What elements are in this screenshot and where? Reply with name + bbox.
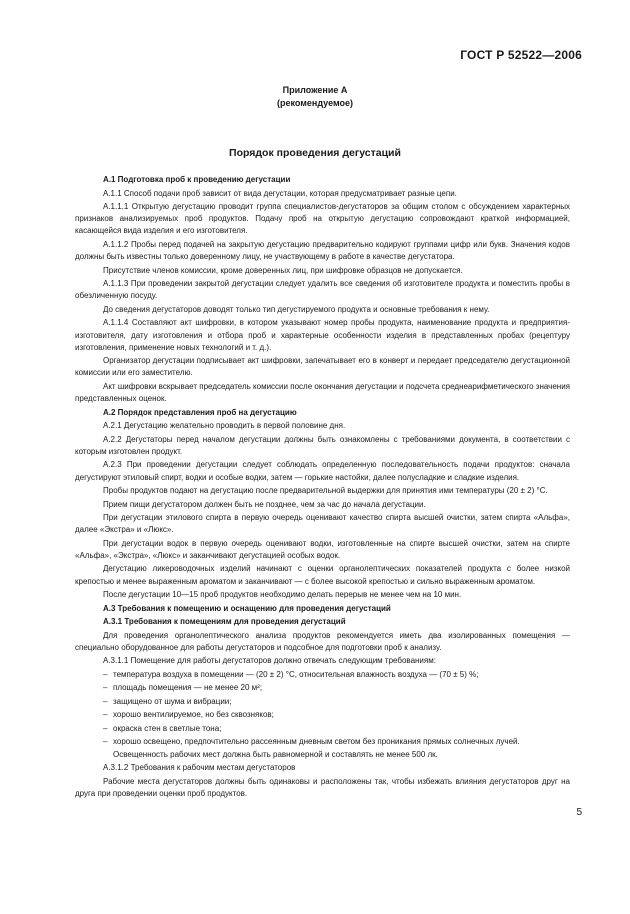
list-item: [75, 723, 570, 735]
paragraph: А.3.1.2 Требования к рабочим местам дегустаторов: [103, 763, 296, 773]
paragraph: А.1.1 Способ подачи проб зависит от вида дегустации, которая предусматривает разные цепи.: [103, 188, 457, 198]
paragraph: Для проведения органолептического анализа продуктов рекомендуется иметь два изолированных помещения — специально оборудованное для работы дегустаторов и подсобное для подготовки проб к анализу.: [75, 630, 570, 652]
list-item: [75, 736, 570, 760]
paragraph: А.3.1.1 Помещение для работы дегустаторов должно отвечать следующим требованиям:: [103, 656, 436, 666]
appendix-heading: [0, 84, 630, 110]
paragraph: Прием пищи дегустатором должен быть не позднее, чем за час до начала дегустации.: [103, 499, 426, 509]
paragraph: Дегустацию ликероводочных изделий начинают с оценки органолептических показателей продукта с более низкой крепостью и менее выраженным ароматом и заканчивают — с более высокой крепостью и сильно выраженным ароматом.: [75, 564, 570, 586]
list-dash: –: [103, 683, 108, 693]
list-item-text: площадь помещения — не менее 20 м²;: [113, 683, 263, 693]
list-item: [75, 682, 570, 694]
list-item: [75, 709, 570, 721]
section-heading: А.1 Подготовка проб к проведению дегустации: [103, 175, 291, 184]
main-title: Порядок проведения дегустаций: [229, 147, 401, 159]
list-dash: –: [103, 669, 108, 679]
page-number: 5: [576, 807, 582, 818]
list-dash: –: [103, 710, 108, 720]
section-heading: А.2 Порядок представления проб на дегустацию: [103, 407, 297, 417]
list-dash: –: [103, 696, 108, 706]
list-dash: –: [103, 737, 108, 747]
paragraph: При дегустации этилового спирта в первую очередь оценивают качество спирта высшей очистки, затем спирта «Альфа», далее «Экстра» и «Люкс».: [75, 513, 570, 535]
list-item-text: окраска стен в светлые тона;: [113, 723, 222, 733]
paragraph: Присутствие членов комиссии, кроме доверенных лиц, при шифровке образцов не допускается.: [103, 265, 463, 275]
list-dash: –: [103, 723, 108, 733]
paragraph: Рабочие места дегустаторов должны быть одинаковы и расположены так, чтобы избежать влияния дегустаторов друг на друга при проведении оценки проб продуктов.: [75, 776, 570, 798]
paragraph: Организатор дегустации подписывает акт шифровки, запечатывает его в конверт и передает председателю дегустационной комиссии или его заместителю.: [75, 356, 570, 378]
paragraph: А.2.2 Дегустаторы перед началом дегустации должны быть ознакомлены с требованиями документа, в соответствии с которым изготовлен продукт.: [75, 434, 570, 456]
list-item-text: хорошо вентилируемое, но без сквозняков;: [113, 710, 274, 720]
list-item-text: температура воздуха в помещении — (20 ± 2) °С, относительная влажность воздуха — (70 ± 5) %;: [113, 669, 479, 679]
paragraph: При дегустации водок в первую очередь оценивают водки, изготовленные на спирте высшей очистки, затем на спирте «Альфа», «Экстра», «Люкс» и заканчивают дегустацией особых водок.: [75, 538, 570, 560]
paragraph: А.1.1.3 При проведении закрытой дегустации следует удалить все сведения об изготовителе продукта и поместить пробы в обезличенную посуду.: [75, 279, 570, 301]
list-item: [75, 669, 570, 681]
list-item-text: хорошо освещено, предпочтительно рассеянным дневным светом без проникания прямых солнечных лучей. Освещенность рабочих мест должна быть равномерной и составлять не менее 500 лк.: [113, 737, 520, 759]
paragraph: Пробы продуктов подают на дегустацию после предварительной выдержки для принятия ими температуры (20 ± 2) °С.: [103, 486, 548, 496]
appendix-subtitle: (рекомендуемое): [277, 98, 353, 108]
document-body: [75, 174, 570, 801]
paragraph: Акт шифровки вскрывает председатель комиссии после окончания дегустации и подсчета среднеарифметического значения представленных оценок.: [75, 381, 570, 404]
paragraph: А.2.1 Дегустацию желательно проводить в первой половине дня.: [103, 421, 346, 431]
paragraph: После дегустации 10—15 проб продуктов необходимо делать перерыв не менее чем на 10 мин.: [103, 590, 462, 600]
paragraph: До сведения дегустаторов доводят только тип дегустируемого продукта и основные требования к нему.: [103, 304, 490, 314]
paragraph: А.2.3 При проведении дегустации следует соблюдать определенную последовательность подачи продуктов: сначала дегустируют этиловый спирт, водки и особые водки, затем — горькие настойки, далее полусладкие и сладкие изделия.: [75, 460, 570, 482]
list-item-text: защищено от шума и вибрации;: [113, 696, 232, 706]
paragraph: А.1.1.1 Открытую дегустацию проводит группа специалистов-дегустаторов за общим столом с обсуждением характерных признаков анализируемых проб продуктов. Подачу проб на открытую дегустацию сопровождают краткой информацией, касающейся вида изделия и его изготовителя.: [75, 202, 570, 236]
section-heading: А.3.1 Требования к помещениям для проведения дегустаций: [103, 617, 346, 627]
standard-header: ГОСТ Р 52522—2006: [460, 48, 582, 62]
paragraph: А.1.1.4 Составляют акт шифровки, в котором указывают номер пробы продукта, наименование продукта и предприятия-изготовителя, дату изготовления и отбора проб и характерные особенности изделия в представленных пробах (рецептуру изготовления, применение новых технологий и т. д.).: [75, 318, 570, 352]
section-heading: А.3 Требования к помещению и оснащению для проведения дегустаций: [103, 603, 391, 613]
list-item: [75, 696, 570, 708]
paragraph: А.1.1.2 Пробы перед подачей на закрытую дегустацию предварительно кодируют группами цифр или букв. Значения кодов должны быть известны только доверенному лицу, не участвующему в работе в качестве дегустатора.: [75, 239, 570, 262]
appendix-title: Приложение А: [282, 85, 348, 95]
